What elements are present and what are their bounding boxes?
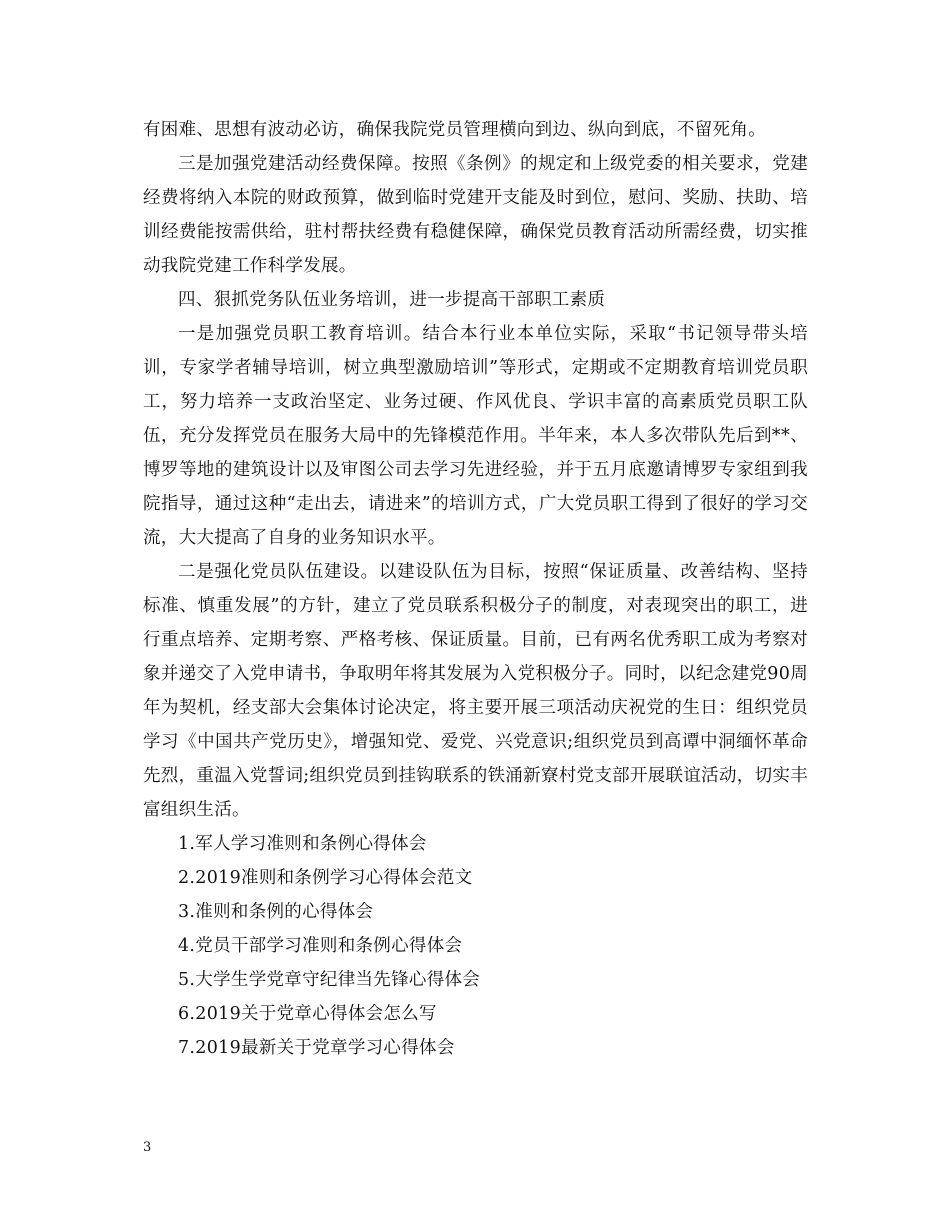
related-link[interactable]: 5.大学生学党章守纪律当先锋心得体会 bbox=[178, 970, 481, 990]
related-link[interactable]: 6.2019关于党章心得体会怎么写 bbox=[178, 1004, 437, 1024]
section-heading-training: 四、狠抓党务队伍业务培训，进一步提高干部职工素质 bbox=[178, 290, 606, 310]
related-link[interactable]: 2.2019准则和条例学习心得体会范文 bbox=[178, 868, 473, 888]
paragraph-continuation: 有困难、思想有波动必访，确保我院党员管理横向到边、纵向到底，不留死角。 bbox=[143, 120, 766, 140]
related-link[interactable]: 7.2019最新关于党章学习心得体会 bbox=[178, 1038, 455, 1058]
paragraph-team-building: 二是强化党员队伍建设。以建设队伍为目标，按照“保证质量、改善结构、坚持标准、慎重发展”的方针，建立了党员联系积极分子的制度，对表现突出的职工，进行重点培养、定期考察、严格考核、保证质量。目前，已有两名优秀职工成为考察对象并递交了入党申请书，争取明年将其发展为入党积极分子。同时，以纪念建党90周年为契机，经支部大会集体讨论决定，将主要开展三项活动庆祝党的生日：组织党员学习《中国共产党历史》，增强知党、爱党、兴党意识;组织党员到高谭中洞缅怀革命先烈，重温入党誓词;组织党员到挂钩联系的铁涌新寮村党支部开展联谊活动，切实丰富组织生活。 bbox=[143, 562, 808, 820]
related-link[interactable]: 3.准则和条例的心得体会 bbox=[178, 902, 374, 922]
document-body bbox=[143, 113, 808, 1065]
related-link[interactable]: 4.党员干部学习准则和条例心得体会 bbox=[178, 936, 463, 956]
related-links-list bbox=[143, 827, 808, 1065]
paragraph-funding: 三是加强党建活动经费保障。按照《条例》的规定和上级党委的相关要求，党建经费将纳入本院的财政预算，做到临时党建开支能及时到位，慰问、奖励、扶助、培训经费能按需供给，驻村帮扶经费有稳健保障，确保党员教育活动所需经费，切实推动我院党建工作科学发展。 bbox=[143, 154, 808, 276]
paragraph-education: 一是加强党员职工教育培训。结合本行业本单位实际，采取“书记领导带头培训，专家学者辅导培训，树立典型激励培训”等形式，定期或不定期教育培训党员职工，努力培养一支政治坚定、业务过硬、作风优良、学识丰富的高素质党员职工队伍，充分发挥党员在服务大局中的先锋模范作用。半年来，本人多次带队先后到**、博罗等地的建筑设计以及审图公司去学习先进经验，并于五月底邀请博罗专家组到我院指导，通过这种“走出去，请进来”的培训方式，广大党员职工得到了很好的学习交流，大大提高了自身的业务知识水平。 bbox=[143, 324, 808, 548]
related-link[interactable]: 1.军人学习准则和条例心得体会 bbox=[178, 834, 427, 854]
page-number: 3 bbox=[143, 1140, 152, 1155]
